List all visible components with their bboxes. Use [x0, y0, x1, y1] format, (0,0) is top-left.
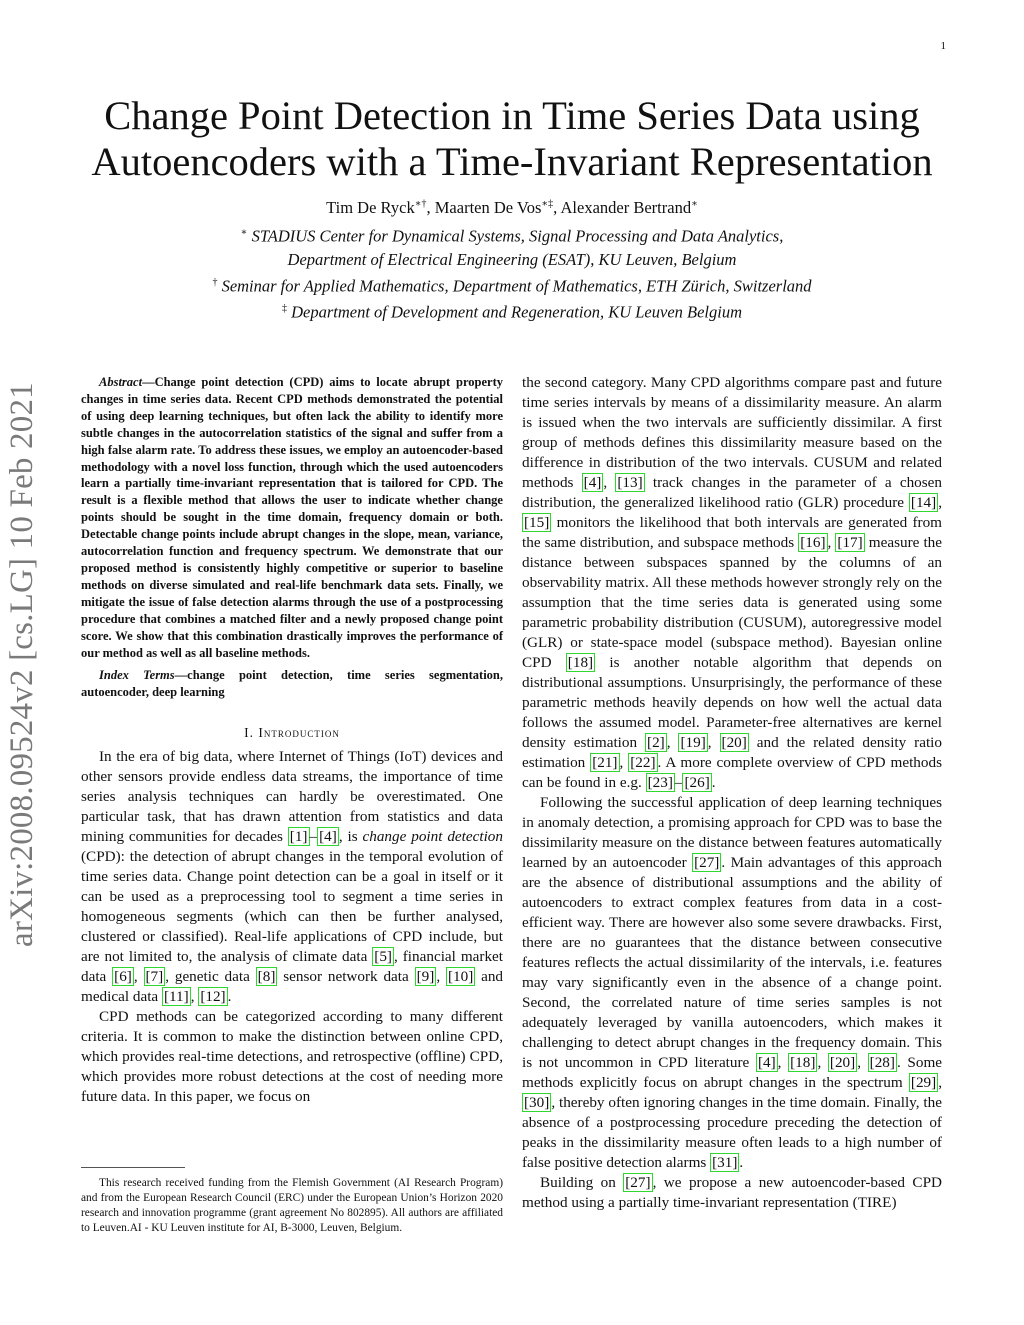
intro-paragraph-2: CPD methods can be categorized according to many different criteria. It is common to make the distinction between online CPD, which provides real-time detections, and retrospective (offline) CPD, which provides more robust detections at the cost of needing more future data. In this paper, we focus on: [81, 1008, 503, 1106]
text-span: ,: [777, 1054, 789, 1071]
citation-link[interactable]: [2]: [647, 734, 665, 751]
text-span: In the era of big data, where Internet of Things (IoT) devices and other sensors provide endless data streams, the importance of time series analysis techniques can hardly be overestimated. One particular task, that has drawn attention from statistics and data mining communities for decades: [81, 748, 503, 846]
abstract: [81, 374, 503, 661]
affiliation-ddagger: [70, 297, 954, 324]
intro-paragraph-1: [81, 747, 503, 1007]
author-2-marks: ∗‡: [541, 198, 554, 210]
right-paragraph-2: [522, 793, 942, 1173]
text-span: sensor network data: [277, 968, 415, 986]
text-span: ,: [827, 534, 836, 551]
author-3-marks: ∗: [691, 198, 698, 210]
citation-link[interactable]: [6]: [114, 968, 132, 986]
affiliations: [70, 221, 954, 324]
text-span: , is: [338, 828, 363, 846]
citation-link[interactable]: [4]: [583, 474, 602, 491]
text-span: ,: [436, 968, 446, 986]
text-span: Building on: [540, 1174, 624, 1191]
text-span: monitors the likelihood that both intervals are generated from the same distribution, and subspace methods: [522, 514, 942, 551]
affiliation-dagger-line: Seminar for Applied Mathematics, Department of Mathematics, ETH Zürich, Switzerland: [221, 276, 812, 295]
arxiv-stamp: arXiv:2008.09524v2 [cs.LG] 10 Feb 2021: [4, 382, 40, 947]
text-span: and the related density ratio estimation: [522, 734, 942, 771]
text-span: . Main advantages of this approach are the absence of distributional assumptions and the ability of autoencoders to extract complex features from data in a cost-efficient way. There are however also some severe drawbacks. First, there are no guarantees that the distance between consecutive features reflects the actual dissimilarity of the intervals, i.e. features may vary significantly even in the absence of a change point. Second, the correlated nature of time series samples is not adequately leveraged by vanilla autoencoders, which makes it challenging to detect abrupt changes in the frequency domain. This is not uncommon in CPD literature: [522, 854, 942, 1071]
citation-link[interactable]: [23]: [647, 774, 673, 791]
citation-link[interactable]: [9]: [416, 968, 435, 986]
text-span: –: [674, 774, 683, 791]
citation-link[interactable]: [1]: [289, 828, 308, 846]
citation-link[interactable]: [4]: [757, 1054, 776, 1071]
text-span: .: [739, 1154, 744, 1171]
text-span: , we propose a new autoencoder-based CPD method using a partially time-invariant representation (TIRE): [522, 1174, 942, 1211]
footnote-rule: [81, 1167, 185, 1168]
author-3: , Alexander Bertrand: [553, 198, 692, 217]
title-line-2: Autoencoders with a Time-Invariant Representation: [91, 139, 933, 184]
affiliation-star-line2: Department of Electrical Engineering (ESAT), KU Leuven, Belgium: [287, 249, 737, 269]
text-span: .: [711, 774, 716, 791]
text-span: is another notable algorithm that depends on distributional assumptions. Unsurprisingly, the performance of these parametric methods heavily depends on how well the actual data follows the assumed model. Parameter-free alternatives are kernel density estimation: [522, 654, 942, 751]
text-span: ,: [938, 494, 942, 511]
text-span: –: [309, 828, 318, 846]
citation-link[interactable]: [8]: [257, 968, 276, 986]
abstract-text: —Change point detection (CPD) aims to locate abrupt property changes in time series data. Recent CPD methods demonstrated the potential of using deep learning techniques, but often lack the ability to identify more subtle changes in the autocorrelation statistics of the signal and suffer from a high false alarm rate. To address these issues, we employ an autoencoder-based methodology with a novel loss function, through which the used autoencoders learn a partially time-invariant representation that is tailored for CPD. The result is a flexible method that allows the user to indicate whether change points should be sought in the time domain, frequency domain or both. Detectable change points include abrupt changes in the slope, mean, variance, autocorrelation function and frequency spectrum. We demonstrate that our proposed method is consistently highly competitive or superior to baseline methods on diverse simulated and real-life benchmark data sets. Finally, we mitigate the issue of false detection alarms through the use of a postprocessing procedure that combines a matched filter and a newly proposed change point score. We show that this combination drastically improves the performance of our method as well as all baseline methods.: [81, 375, 503, 660]
citation-link[interactable]: [16]: [800, 534, 826, 551]
emphasis-text: change point detection: [362, 828, 503, 846]
right-paragraph-3: [522, 1173, 942, 1213]
citation-link[interactable]: [15]: [524, 514, 550, 531]
text-span: . A more complete overview of CPD methods can be found in e.g.: [522, 754, 942, 791]
citation-link[interactable]: [27]: [694, 854, 720, 871]
citation-link[interactable]: [5]: [374, 948, 392, 966]
text-span: ,: [857, 1054, 868, 1071]
citation-link[interactable]: [27]: [625, 1174, 651, 1191]
citation-link[interactable]: [14]: [910, 494, 937, 511]
authors: [70, 198, 954, 218]
abstract-label: Abstract: [99, 375, 143, 389]
right-paragraph-1: [522, 373, 942, 793]
citation-link[interactable]: [20]: [721, 734, 747, 751]
citation-link[interactable]: [18]: [567, 654, 594, 671]
text-span: ,: [190, 988, 199, 1006]
citation-link[interactable]: [31]: [712, 1154, 738, 1171]
text-span: ,: [666, 734, 679, 751]
paper-title: [70, 93, 954, 185]
citation-link[interactable]: [29]: [910, 1074, 937, 1091]
text-span: , financial market data: [81, 948, 503, 986]
dagger-mark: †: [212, 276, 218, 288]
citation-link[interactable]: [20]: [829, 1054, 856, 1071]
citation-link[interactable]: [28]: [869, 1054, 895, 1071]
index-terms-label: Index Terms: [99, 668, 175, 683]
star-mark: ∗: [240, 227, 248, 238]
citation-link[interactable]: [4]: [319, 828, 337, 846]
page-number: 1: [940, 40, 946, 52]
affiliation-star: [70, 221, 954, 248]
author-1-marks: ∗†: [414, 198, 427, 210]
citation-link[interactable]: [30]: [524, 1094, 550, 1111]
text-span: ,: [707, 734, 720, 751]
citation-link[interactable]: [21]: [592, 754, 618, 771]
footnote: This research received funding from the Flemish Government (AI Research Program) and from the European Research Council (ERC) under the European Union’s Horizon 2020 research and innovation programme (grant agreement No 802895). All authors are affiliated to Leuven.AI - KU Leuven institute for AI, B-3000, Leuven, Belgium.: [81, 1177, 503, 1235]
citation-link[interactable]: [19]: [680, 734, 706, 751]
index-terms: [81, 667, 503, 701]
citation-link[interactable]: [22]: [630, 754, 656, 771]
citation-link[interactable]: [7]: [145, 968, 164, 986]
author-1: Tim De Ryck: [326, 198, 415, 217]
citation-link[interactable]: [13]: [617, 474, 643, 491]
citation-link[interactable]: [10]: [447, 968, 474, 986]
affiliation-dagger: [70, 271, 954, 298]
text-span: . Some methods explicitly focus on abrupt changes in the spectrum: [522, 1054, 943, 1091]
ddagger-mark: ‡: [281, 303, 287, 314]
text-span: ,: [938, 1074, 942, 1091]
text-span: (CPD): the detection of abrupt changes in the temporal evolution of time series data. Change point detection can be a goal in itself or it can be used as a preprocessing tool to segment a time series in homogeneous segments (which can then be further analysed, clustered or classified). Real-life applications of CPD include, but are not limited to, the analysis of climate data: [81, 848, 503, 966]
text-span: , genetic data: [165, 968, 256, 986]
text-span: ,: [619, 754, 629, 771]
section-heading: [81, 725, 503, 741]
left-column: [81, 374, 503, 1107]
citation-link[interactable]: [12]: [200, 988, 226, 1006]
section-title: Introduction: [258, 725, 340, 741]
text-span: the second category. Many CPD algorithms compare past and future time series intervals by means of a dissimilarity measure. An alarm is issued when the two intervals are sufficiently dissimilar. A first group of methods defines this dissimilarity measure based on the difference in distribution of the two intervals. CUSUM and related methods: [522, 374, 942, 491]
text-span: ,: [603, 474, 616, 491]
text-span: , thereby often ignoring changes in the time domain. Finally, the absence of a postprocessing procedure preceding the detection of peaks in the dissimilarity measure often leads to a high number of false positive detection alarms: [522, 1094, 942, 1171]
index-terms-text: —change point detection, time series segmentation, autoencoder, deep learning: [81, 668, 504, 700]
section-number: I.: [244, 725, 254, 741]
text-span: ,: [817, 1054, 828, 1071]
title-line-1: Change Point Detection in Time Series Data using: [104, 93, 920, 138]
text-span: Following the successful application of deep learning techniques in anomaly detection, a promising approach for CPD was to base the dissimilarity measure on the distance between features automatically learned by an autoencoder: [522, 794, 942, 871]
author-2: , Maarten De Vos: [426, 198, 542, 217]
citation-link[interactable]: [18]: [790, 1054, 816, 1071]
affiliation-ddagger-line: Department of Development and Regeneration, KU Leuven Belgium: [291, 302, 742, 322]
citation-link[interactable]: [26]: [684, 774, 710, 791]
citation-link[interactable]: [17]: [837, 534, 863, 551]
right-column: [522, 373, 942, 1213]
text-span: and medical data: [81, 968, 504, 1006]
affiliation-star-line1: STADIUS Center for Dynamical Systems, Signal Processing and Data Analytics,: [251, 226, 784, 246]
text-span: ,: [133, 968, 144, 986]
text-span: track changes in the parameter of a chosen distribution, the generalized likelihood ratio (GLR) procedure: [522, 474, 943, 511]
text-span: measure the distance between subspaces spanned by the columns of an observability matrix. All these methods however strongly rely on the assumption that the time series data is generated using some parametric probability distribution (CUSUM), autoregressive model (GLR) or state-space model (subspace method). Bayesian online CPD: [522, 534, 943, 671]
text-span: .: [227, 988, 232, 1006]
citation-link[interactable]: [11]: [163, 988, 189, 1006]
